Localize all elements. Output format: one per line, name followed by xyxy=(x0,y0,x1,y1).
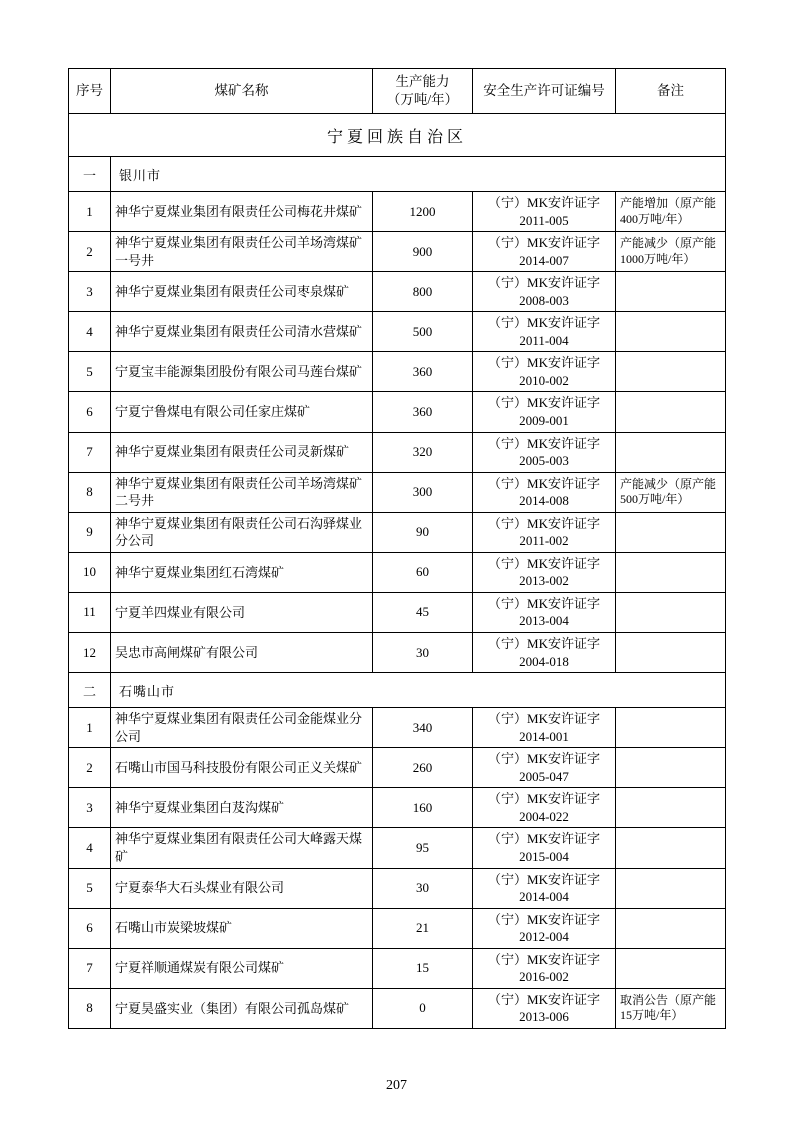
row-mine-name: 宁夏昊盛实业（集团）有限公司孤岛煤矿 xyxy=(111,988,373,1028)
row-mine-name: 宁夏宝丰能源集团股份有限公司马莲台煤矿 xyxy=(111,352,373,392)
row-seq: 8 xyxy=(69,988,111,1028)
row-seq: 2 xyxy=(69,748,111,788)
row-mine-name: 神华宁夏煤业集团有限责任公司羊场湾煤矿二号井 xyxy=(111,472,373,512)
row-license xyxy=(473,908,616,948)
row-license xyxy=(473,708,616,748)
row-note xyxy=(616,592,726,632)
row-mine-name: 神华宁夏煤业集团红石湾煤矿 xyxy=(111,552,373,592)
row-mine-name: 神华宁夏煤业集团有限责任公司清水营煤矿 xyxy=(111,312,373,352)
row-capacity: 900 xyxy=(373,232,473,272)
row-note xyxy=(616,948,726,988)
header-capacity-line2: （万吨/年） xyxy=(386,92,459,107)
row-seq: 4 xyxy=(69,312,111,352)
header-name: 煤矿名称 xyxy=(111,69,373,114)
row-capacity: 360 xyxy=(373,392,473,432)
row-license-line2: 2010-002 xyxy=(519,372,569,388)
city-section-row xyxy=(69,157,726,192)
table-row xyxy=(69,352,726,392)
row-license xyxy=(473,352,616,392)
row-capacity: 45 xyxy=(373,592,473,632)
row-seq: 9 xyxy=(69,512,111,552)
row-seq: 5 xyxy=(69,868,111,908)
row-mine-name: 神华宁夏煤业集团有限责任公司梅花井煤矿 xyxy=(111,192,373,232)
row-note xyxy=(616,512,726,552)
row-mine-name: 宁夏宁鲁煤电有限公司任家庄煤矿 xyxy=(111,392,373,432)
row-license xyxy=(473,192,616,232)
coal-mine-table xyxy=(68,68,726,1029)
row-note: 产能增加（原产能400万吨/年） xyxy=(616,192,726,232)
row-mine-name: 石嘴山市国马科技股份有限公司正义关煤矿 xyxy=(111,748,373,788)
row-license-line1: （宁）MK安许证字 xyxy=(488,791,600,807)
header-row xyxy=(69,69,726,114)
table-row xyxy=(69,908,726,948)
row-mine-name: 宁夏羊四煤业有限公司 xyxy=(111,592,373,632)
row-license-line2: 2012-004 xyxy=(519,929,569,945)
row-license xyxy=(473,312,616,352)
row-capacity: 30 xyxy=(373,868,473,908)
row-capacity: 21 xyxy=(373,908,473,948)
row-license-line2: 2014-004 xyxy=(519,889,569,905)
row-mine-name: 神华宁夏煤业集团有限责任公司石沟驿煤业分公司 xyxy=(111,512,373,552)
row-capacity: 15 xyxy=(373,948,473,988)
page-number: 207 xyxy=(386,1078,407,1093)
header-license: 安全生产许可证编号 xyxy=(473,69,616,114)
header-capacity-line1: 生产能力 xyxy=(395,74,450,90)
row-seq: 6 xyxy=(69,908,111,948)
row-license-line2: 2004-018 xyxy=(519,653,569,669)
row-capacity: 60 xyxy=(373,552,473,592)
row-note xyxy=(616,272,726,312)
table-row xyxy=(69,232,726,272)
row-seq: 1 xyxy=(69,192,111,232)
row-seq: 8 xyxy=(69,472,111,512)
table-row xyxy=(69,633,726,673)
row-mine-name: 神华宁夏煤业集团有限责任公司大峰露天煤矿 xyxy=(111,828,373,868)
table-row xyxy=(69,272,726,312)
row-license-line2: 2009-001 xyxy=(519,413,569,429)
row-note xyxy=(616,633,726,673)
row-note xyxy=(616,788,726,828)
row-license-line2: 2005-047 xyxy=(519,768,569,784)
table-row xyxy=(69,192,726,232)
table-row xyxy=(69,552,726,592)
row-capacity: 95 xyxy=(373,828,473,868)
row-seq: 10 xyxy=(69,552,111,592)
row-capacity: 260 xyxy=(373,748,473,788)
row-note xyxy=(616,392,726,432)
row-license-line1: （宁）MK安许证字 xyxy=(488,475,600,491)
row-seq: 3 xyxy=(69,788,111,828)
row-license xyxy=(473,272,616,312)
row-license-line1: （宁）MK安许证字 xyxy=(488,595,600,611)
row-license xyxy=(473,948,616,988)
row-license-line1: （宁）MK安许证字 xyxy=(488,751,600,767)
row-note xyxy=(616,908,726,948)
row-license-line2: 2014-007 xyxy=(519,252,569,268)
table-row xyxy=(69,868,726,908)
row-note xyxy=(616,828,726,868)
row-mine-name: 宁夏祥顺通煤炭有限公司煤矿 xyxy=(111,948,373,988)
row-license xyxy=(473,828,616,868)
row-mine-name: 神华宁夏煤业集团白芨沟煤矿 xyxy=(111,788,373,828)
table-row xyxy=(69,828,726,868)
row-license-line1: （宁）MK安许证字 xyxy=(488,871,600,887)
region-title-row xyxy=(69,114,726,157)
row-seq: 11 xyxy=(69,592,111,632)
row-note: 产能减少（原产能500万吨/年） xyxy=(616,472,726,512)
table-row xyxy=(69,788,726,828)
table-row xyxy=(69,708,726,748)
row-license xyxy=(473,788,616,828)
row-seq: 4 xyxy=(69,828,111,868)
table-row xyxy=(69,988,726,1028)
row-license-line1: （宁）MK安许证字 xyxy=(488,235,600,251)
row-license-line2: 2014-008 xyxy=(519,493,569,509)
row-capacity: 160 xyxy=(373,788,473,828)
row-capacity: 320 xyxy=(373,432,473,472)
city-index: 一 xyxy=(69,157,111,192)
table-row xyxy=(69,748,726,788)
row-license-line1: （宁）MK安许证字 xyxy=(488,195,600,210)
row-seq: 3 xyxy=(69,272,111,312)
row-license-line1: （宁）MK安许证字 xyxy=(488,395,600,411)
row-capacity: 30 xyxy=(373,633,473,673)
row-license-line2: 2013-002 xyxy=(519,573,569,589)
row-license-line1: （宁）MK安许证字 xyxy=(488,515,600,531)
table-row xyxy=(69,512,726,552)
table-row xyxy=(69,392,726,432)
row-license-line2: 2005-003 xyxy=(519,453,569,469)
row-license-line1: （宁）MK安许证字 xyxy=(488,555,600,571)
row-license-line1: （宁）MK安许证字 xyxy=(488,831,600,847)
city-section-row xyxy=(69,673,726,708)
table-row xyxy=(69,472,726,512)
row-license xyxy=(473,472,616,512)
row-note xyxy=(616,868,726,908)
row-license-line2: 2014-001 xyxy=(519,728,569,744)
row-seq: 6 xyxy=(69,392,111,432)
row-note xyxy=(616,432,726,472)
row-license-line2: 2013-006 xyxy=(519,1009,569,1025)
city-index: 二 xyxy=(69,673,111,708)
row-license-line2: 2016-002 xyxy=(519,969,569,985)
table-row xyxy=(69,948,726,988)
row-license-line2: 2013-004 xyxy=(519,613,569,629)
row-license-line1: （宁）MK安许证字 xyxy=(488,275,600,291)
row-mine-name: 石嘴山市炭梁坡煤矿 xyxy=(111,908,373,948)
row-license-line1: （宁）MK安许证字 xyxy=(488,991,600,1007)
row-seq: 7 xyxy=(69,948,111,988)
row-note xyxy=(616,552,726,592)
header-capacity xyxy=(373,69,473,114)
row-license xyxy=(473,432,616,472)
row-note xyxy=(616,708,726,748)
row-license-line2: 2015-004 xyxy=(519,848,569,864)
row-note: 取消公告（原产能15万吨/年） xyxy=(616,988,726,1028)
row-license xyxy=(473,552,616,592)
row-seq: 12 xyxy=(69,633,111,673)
row-license-line2: 2004-022 xyxy=(519,808,569,824)
row-license xyxy=(473,512,616,552)
header-seq: 序号 xyxy=(69,69,111,114)
row-license-line1: （宁）MK安许证字 xyxy=(488,911,600,927)
header-note: 备注 xyxy=(616,69,726,114)
row-mine-name: 神华宁夏煤业集团有限责任公司金能煤业分公司 xyxy=(111,708,373,748)
row-mine-name: 神华宁夏煤业集团有限责任公司枣泉煤矿 xyxy=(111,272,373,312)
table-row xyxy=(69,592,726,632)
row-license-line2: 2008-003 xyxy=(519,292,569,308)
city-name: 石嘴山市 xyxy=(111,673,726,708)
row-seq: 5 xyxy=(69,352,111,392)
row-capacity: 800 xyxy=(373,272,473,312)
row-capacity: 90 xyxy=(373,512,473,552)
row-seq: 1 xyxy=(69,708,111,748)
table-body xyxy=(69,114,726,1029)
row-mine-name: 宁夏泰华大石头煤业有限公司 xyxy=(111,868,373,908)
row-license xyxy=(473,592,616,632)
row-license-line2: 2011-004 xyxy=(519,332,569,348)
row-license xyxy=(473,748,616,788)
row-capacity: 1200 xyxy=(373,192,473,232)
row-capacity: 0 xyxy=(373,988,473,1028)
row-license xyxy=(473,232,616,272)
row-license-line1: （宁）MK安许证字 xyxy=(488,711,600,727)
row-mine-name: 吴忠市高闸煤矿有限公司 xyxy=(111,633,373,673)
row-license xyxy=(473,868,616,908)
table-header xyxy=(69,69,726,114)
row-license-line1: （宁）MK安许证字 xyxy=(488,355,600,371)
row-mine-name: 神华宁夏煤业集团有限责任公司羊场湾煤矿一号井 xyxy=(111,232,373,272)
row-note xyxy=(616,748,726,788)
row-note xyxy=(616,352,726,392)
row-license-line1: （宁）MK安许证字 xyxy=(488,315,600,331)
row-seq: 2 xyxy=(69,232,111,272)
row-license-line1: （宁）MK安许证字 xyxy=(488,435,600,451)
row-note xyxy=(616,312,726,352)
table-row xyxy=(69,432,726,472)
row-license xyxy=(473,633,616,673)
row-capacity: 300 xyxy=(373,472,473,512)
row-license-line1: （宁）MK安许证字 xyxy=(488,951,600,967)
row-note: 产能减少（原产能1000万吨/年） xyxy=(616,232,726,272)
region-title: 宁夏回族自治区 xyxy=(69,114,726,157)
row-capacity: 340 xyxy=(373,708,473,748)
row-capacity: 500 xyxy=(373,312,473,352)
row-license xyxy=(473,392,616,432)
row-license-line2: 2011-005 xyxy=(519,212,569,228)
row-capacity: 360 xyxy=(373,352,473,392)
row-seq: 7 xyxy=(69,432,111,472)
city-name: 银川市 xyxy=(111,157,726,192)
row-mine-name: 神华宁夏煤业集团有限责任公司灵新煤矿 xyxy=(111,432,373,472)
row-license-line1: （宁）MK安许证字 xyxy=(488,636,600,652)
row-license-line2: 2011-002 xyxy=(519,533,569,549)
table-row xyxy=(69,312,726,352)
row-license xyxy=(473,988,616,1028)
